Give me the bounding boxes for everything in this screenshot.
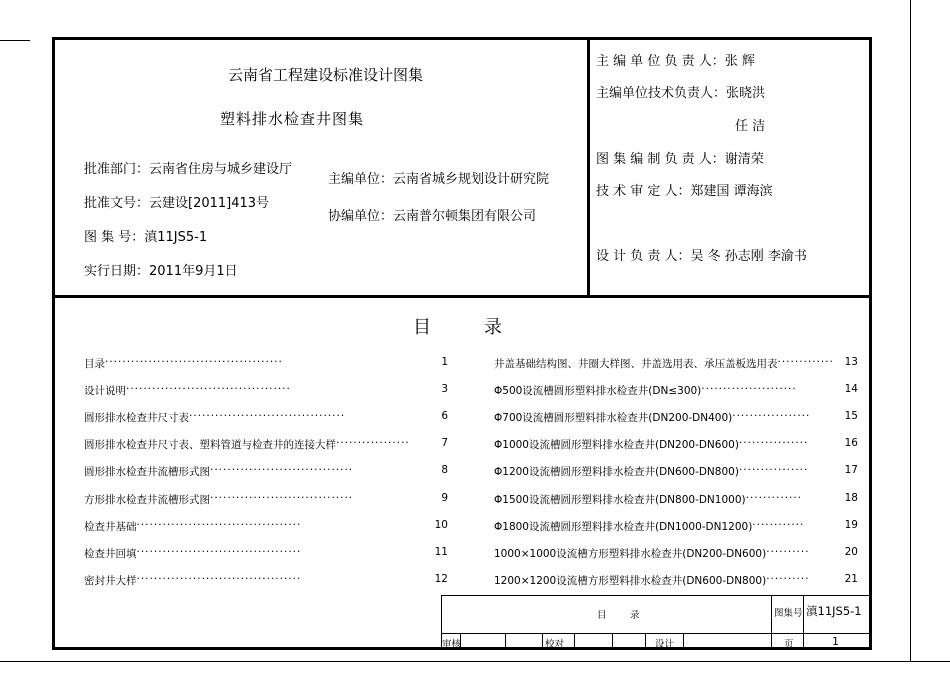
toc-leader-dots: ······································ — [126, 383, 291, 396]
toc-page-number: 9 — [441, 491, 448, 504]
title-block-sep — [803, 595, 804, 650]
toc-page-number: 8 — [441, 464, 448, 477]
toc-row[interactable] — [494, 383, 858, 398]
toc-page-number: 7 — [441, 437, 448, 450]
toc-leader-dots: ···································· — [189, 410, 346, 423]
toc-entry-title: Φ1200设流槽圆形塑料排水检查井(DN600-DN800) — [494, 466, 739, 479]
toc-row[interactable] — [84, 437, 448, 452]
toc-page-number: 6 — [441, 410, 448, 423]
toc-entry-title: 井盖基础结构图、井圈大样图、井盖选用表、承压盖板选用表 — [494, 358, 778, 370]
title-block-sep — [574, 633, 575, 650]
toc-entry-title: 圆形排水检查井流槽形式图 — [84, 466, 210, 479]
sheet-edge-line — [0, 661, 950, 662]
toc-entry-title: 目录 — [84, 358, 105, 370]
toc-leader-dots: ·················· — [732, 410, 811, 423]
approval-dept: 批准部门：云南省住房与城乡建设厅 — [84, 162, 293, 177]
title-block-sep — [612, 633, 613, 650]
chief-tech-head-2: 任 洁 — [735, 119, 766, 134]
toc-leader-dots: ······································ — [136, 572, 302, 585]
toc-page-number: 10 — [434, 518, 448, 531]
toc-row[interactable] — [494, 573, 858, 588]
toc-leader-dots: ·········· — [766, 572, 810, 585]
title-block-top — [441, 595, 872, 596]
toc-page-number: 14 — [844, 383, 858, 396]
title-block-sep — [505, 633, 506, 650]
design-head: 设 计 负 责 人：吴 冬 孙志刚 李渝书 — [596, 249, 807, 264]
title-block-sep — [645, 633, 646, 650]
header-vertical-divider — [587, 37, 590, 297]
toc-entry-title: Φ700设流槽圆形塑料排水检查井(DN200-DN400) — [494, 412, 733, 425]
toc-entry-title: 圆形排水检查井尺寸表 — [84, 412, 189, 425]
sheet-edge-line — [910, 0, 911, 661]
toc-page-number: 20 — [844, 545, 858, 558]
toc-page-number: 1 — [441, 356, 448, 368]
toc-row[interactable] — [84, 519, 448, 534]
atlas-label: 图集号 — [774, 608, 803, 619]
toc-entry-title: 设计说明 — [84, 385, 126, 398]
toc-leader-dots: ················ — [738, 464, 809, 477]
title-block-name-right: 录 — [630, 610, 640, 621]
toc-leader-dots: ································· — [210, 491, 354, 504]
toc-entry-title: 方形排水检查井流槽形式图 — [84, 493, 210, 506]
toc-leader-dots: ······································ — [136, 545, 302, 558]
toc-leader-dots: ············ — [752, 518, 805, 531]
chief-unit: 主编单位：云南省城乡规划设计研究院 — [328, 172, 550, 187]
toc-leader-dots: ································· — [210, 464, 354, 477]
atlas-number: 图 集 号：滇11JS5-1 — [84, 230, 208, 245]
toc-entry-title: Φ1800设流槽圆形塑料排水检查井(DN1000-DN1200) — [494, 520, 753, 533]
title-block-sep — [683, 633, 684, 650]
review-label: 审核 — [442, 639, 462, 650]
chief-unit-head: 主 编 单 位 负 责 人：张 辉 — [596, 54, 755, 69]
toc-leader-dots: ·········· — [766, 545, 810, 558]
toc-leader-dots: ············· — [745, 491, 803, 504]
atlas-value: 滇11JS5-1 — [806, 604, 862, 618]
toc-entry-title: 1000×1000设流槽方形塑料排水检查井(DN200-DN600) — [494, 547, 767, 560]
toc-entry-title: 密封井大样 — [84, 574, 137, 587]
toc-page-number: 15 — [844, 410, 858, 423]
toc-page-number: 12 — [434, 572, 448, 585]
toc-row[interactable] — [494, 410, 858, 425]
toc-row[interactable] — [84, 546, 448, 561]
header-divider — [52, 295, 872, 298]
toc-entry-title: Φ1500设流槽圆形塑料排水检查井(DN800-DN1000) — [494, 493, 746, 506]
page-value: 1 — [832, 635, 839, 648]
toc-page-number: 3 — [441, 383, 448, 396]
toc-entry-title: Φ1000设流槽圆形塑料排水检查井(DN200-DN600) — [494, 439, 739, 452]
co-unit: 协编单位：云南普尔顿集团有限公司 — [328, 209, 537, 224]
atlas-title: 塑料排水检查井图集 — [220, 110, 365, 128]
toc-entry-title: 检查井回填 — [84, 547, 137, 560]
toc-page-number: 17 — [844, 464, 858, 477]
page-label: 页 — [784, 639, 794, 650]
toc-entry-title: 圆形排水检查井尺寸表、塑料管道与检查井的连接大样 — [84, 439, 336, 452]
toc-page-number: 21 — [844, 572, 858, 585]
atlas-series-title: 云南省工程建设标准设计图集 — [228, 66, 424, 84]
toc-row[interactable] — [494, 546, 858, 561]
toc-row[interactable] — [494, 356, 858, 371]
toc-row[interactable] — [84, 410, 448, 425]
toc-title-right: 录 — [484, 317, 502, 338]
toc-page-number: 18 — [844, 491, 858, 504]
toc-leader-dots: ······················ — [701, 383, 797, 396]
toc-row[interactable] — [494, 464, 858, 479]
design-label: 设计 — [655, 639, 675, 650]
compiler-head: 图 集 编 制 负 责 人：谢清荣 — [596, 152, 764, 167]
toc-leader-dots: ······································ — [136, 518, 302, 531]
title-block-name-left: 目 — [597, 610, 607, 621]
toc-row[interactable] — [84, 356, 448, 371]
toc-title-left: 目 — [413, 317, 431, 338]
toc-row[interactable] — [494, 492, 858, 507]
toc-leader-dots: ················ — [738, 437, 809, 450]
toc-page-number: 13 — [844, 356, 858, 368]
toc-row[interactable] — [84, 492, 448, 507]
title-block-sep — [542, 633, 543, 650]
toc-entry-title: 检查井基础 — [84, 520, 137, 533]
tech-reviewer: 技 术 审 定 人：郑建国 谭海滨 — [596, 184, 773, 199]
toc-row[interactable] — [494, 519, 858, 534]
sheet-edge-line — [0, 40, 30, 41]
approval-doc: 批准文号：云建设[2011]413号 — [84, 196, 270, 211]
effective-date: 实行日期：2011年9月1日 — [84, 264, 238, 279]
toc-page-number: 19 — [844, 518, 858, 531]
toc-page-number: 11 — [434, 545, 448, 558]
toc-leader-dots: ················· — [336, 437, 410, 450]
toc-row[interactable] — [84, 383, 448, 398]
toc-leader-dots: ········································· — [105, 356, 283, 368]
toc-entry-title: 1200×1200设流槽方形塑料排水检查井(DN600-DN800) — [494, 574, 767, 587]
title-block-sep — [771, 595, 772, 650]
toc-row[interactable] — [84, 464, 448, 479]
chief-tech-head: 主编单位技术负责人：张晓洪 — [596, 86, 766, 101]
toc-page-number: 16 — [844, 437, 858, 450]
toc-entry-title: Φ500设流槽圆形塑料排水检查井(DN≤300) — [494, 385, 702, 398]
toc-row[interactable] — [494, 437, 858, 452]
toc-leader-dots: ············· — [777, 356, 834, 368]
toc-row[interactable] — [84, 573, 448, 588]
check-label: 校对 — [545, 639, 565, 650]
